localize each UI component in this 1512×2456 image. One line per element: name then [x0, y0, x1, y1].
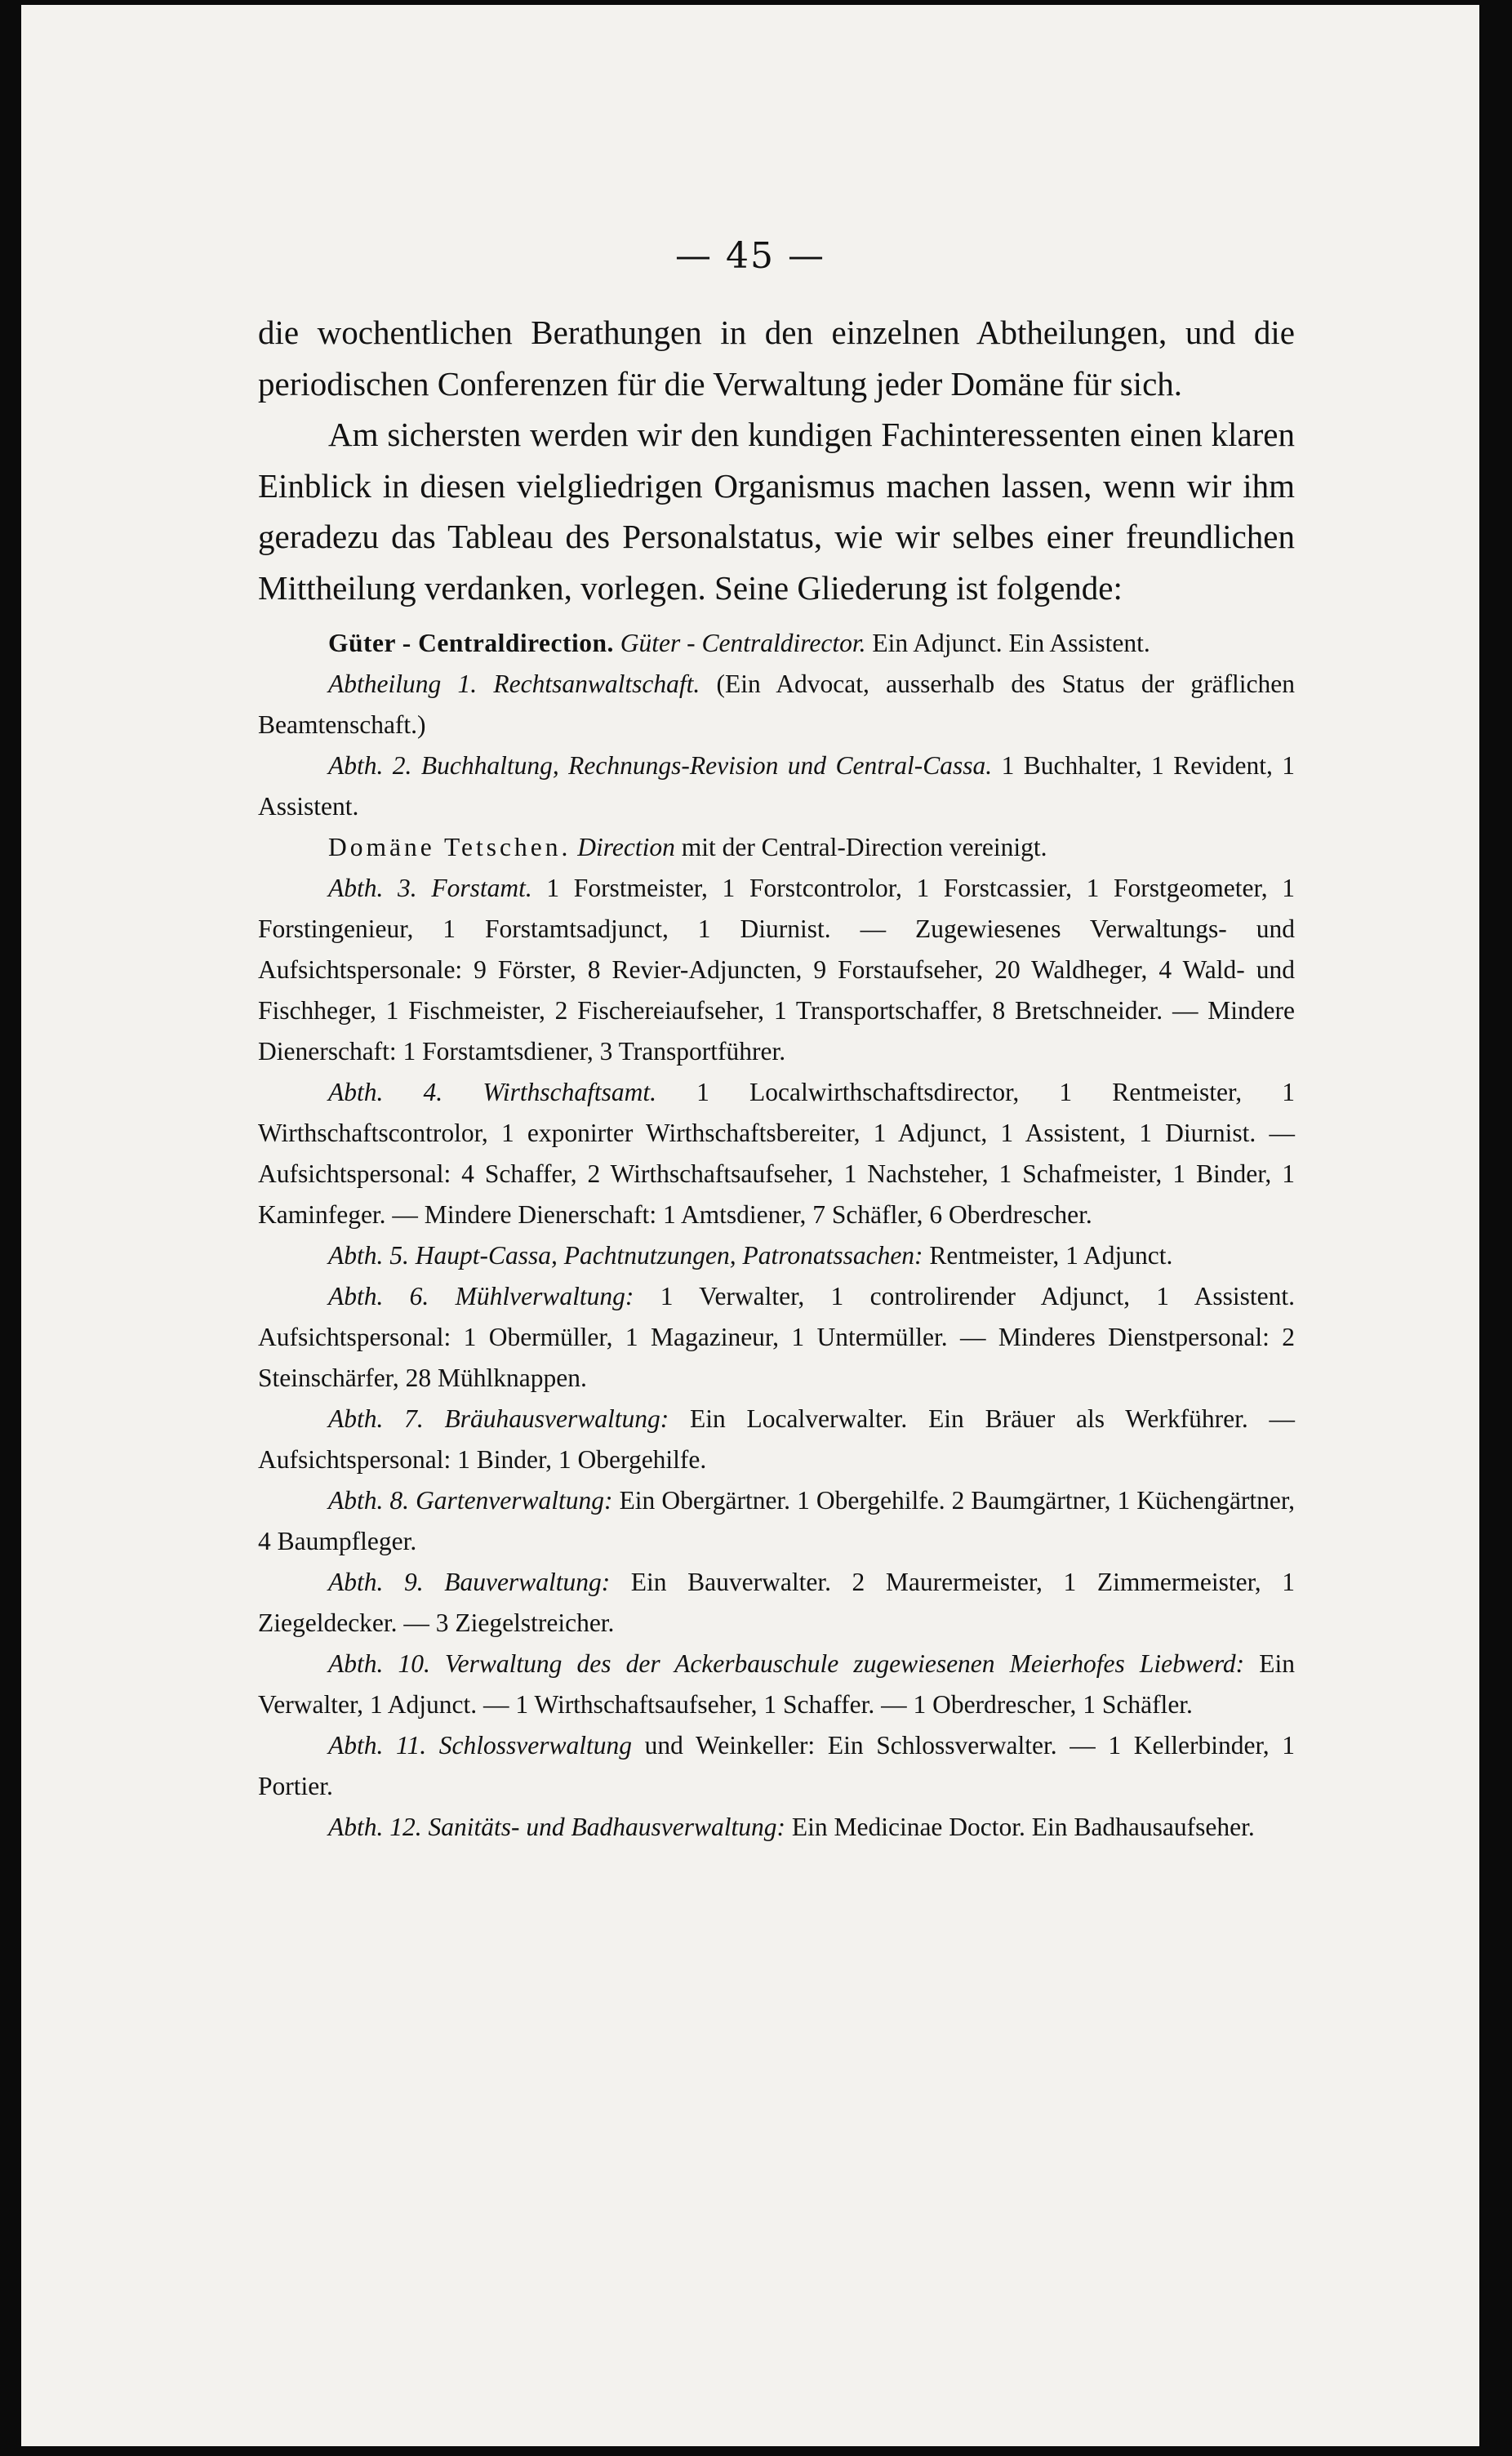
entry-role: Verwaltung des der Ackerbauschule zugewiesenen Meierhofes Liebwerd: — [444, 1649, 1245, 1678]
entry-label: Abtheilung 1. — [328, 670, 478, 698]
entry-label: Abth. 4. — [328, 1078, 443, 1106]
entry-abth-1 — [258, 664, 1295, 745]
entry-label: Abth. 7. — [328, 1404, 424, 1433]
entry-text: und Weinkeller: Ein Schlossverwalter. — 1 Kellerbinder, 1 Portier. — [258, 1731, 1296, 1800]
entry-abth-10 — [258, 1644, 1295, 1725]
entry-role: Direction — [577, 833, 675, 861]
entry-role: Schlossverwaltung — [438, 1731, 632, 1760]
entry-label: Abth. 8. — [328, 1486, 410, 1515]
entry-abth-3 — [258, 868, 1295, 1072]
entry-abth-11 — [258, 1725, 1295, 1807]
entry-text: Ein Bauverwalter. 2 Maurermeister, 1 Zimmermeister, 1 Ziegeldecker. — 3 Ziegelstreicher. — [258, 1568, 1296, 1637]
entry-text: Ein Localverwalter. Ein Bräuer als Werkführer. — Aufsichtspersonal: 1 Binder, 1 Obergehilfe. — [258, 1404, 1295, 1474]
entry-role: Bauverwaltung: — [444, 1568, 611, 1596]
entry-abth-8 — [258, 1480, 1295, 1562]
entry-label: Abth. 9. — [328, 1568, 424, 1596]
entry-text: 1 Localwirthschaftsdirector, 1 Rentmeister, 1 Wirthschaftscontrolor, 1 exponirter Wirthschaftsbereiter, 1 Adjunct, 1 Assistent, 1 Diurnist. — Aufsichtspersonal: 4 Schaffer, 2 Wirthschaftsaufseher, 1 Nachsteher, 1 Schafmeister, 1 Binder, 1 Kaminfeger. — Mindere Dienerschaft: 1 Amtsdiener, 7 Schäfler, 6 Oberdrescher. — [258, 1078, 1296, 1229]
entry-label: Domäne Tetschen. — [328, 833, 571, 861]
entry-abth-7 — [258, 1399, 1295, 1480]
entry-role: Mühlverwaltung: — [455, 1282, 634, 1310]
entry-label: Abth. 2. — [328, 751, 412, 780]
entry-abth-4 — [258, 1072, 1295, 1235]
entry-abth-5 — [258, 1235, 1295, 1276]
entry-role: Wirthschaftsamt. — [483, 1078, 656, 1106]
entry-abth-6 — [258, 1276, 1295, 1399]
entry-label: Abth. 6. — [328, 1282, 429, 1310]
entry-abth-2 — [258, 745, 1295, 827]
entry-domain-tetschen — [258, 827, 1295, 868]
entry-role: Haupt-Cassa, Pachtnutzungen, Patronatssachen: — [415, 1241, 923, 1270]
entry-role: Gartenverwaltung: — [416, 1486, 613, 1515]
entry-label: Abth. 5. — [328, 1241, 409, 1270]
entry-role: Forstamt. — [431, 874, 532, 902]
entry-text: Ein Obergärtner. 1 Obergehilfe. 2 Baumgärtner, 1 Küchengärtner, 4 Baumpfleger. — [258, 1486, 1296, 1555]
book-page — [21, 5, 1479, 2446]
entry-text: Rentmeister, 1 Adjunct. — [929, 1241, 1173, 1270]
entry-abth-9 — [258, 1562, 1295, 1644]
entry-text: Ein Medicinae Doctor. Ein Badhausaufseher. — [791, 1813, 1255, 1841]
body-text — [258, 307, 1295, 1848]
entry-text: Ein Verwalter, 1 Adjunct. — 1 Wirthschaftsaufseher, 1 Schaffer. — 1 Oberdrescher, 1 Schäfler. — [258, 1649, 1296, 1719]
entry-role: Güter - Centraldirector. — [620, 629, 866, 657]
paragraph-1: die wochentlichen Berathungen in den einzelnen Abtheilungen, und die periodischen Conferenzen für die Verwaltung jeder Domäne für sich. — [258, 314, 1295, 403]
entry-label: Abth. 11. — [328, 1731, 427, 1760]
entry-role: Buchhaltung, Rechnungs-Revision und Central-Cassa. — [420, 751, 993, 780]
entry-text: (Ein Advocat, ausserhalb des Status der gräflichen Beamtenschaft.) — [258, 670, 1296, 739]
entry-text: Ein Adjunct. Ein Assistent. — [872, 629, 1150, 657]
personnel-status-list — [258, 623, 1295, 1848]
entry-label: Güter - Centraldirection. — [328, 629, 614, 657]
entry-role: Rechtsanwaltschaft. — [493, 670, 700, 698]
entry-label: Abth. 12. — [328, 1813, 422, 1841]
entry-text: 1 Buchhalter, 1 Revident, 1 Assistent. — [258, 751, 1296, 821]
entry-central-direction — [258, 623, 1295, 664]
entry-label: Abth. 3. — [328, 874, 417, 902]
entry-role: Bräuhausverwaltung: — [444, 1404, 669, 1433]
entry-text: 1 Verwalter, 1 controlirender Adjunct, 1 Assistent. Aufsichtspersonal: 1 Obermüller, 1 Magazineur, 1 Untermüller. — Minderes Dienstpersonal: 2 Steinschärfer, 28 Mühlknappen. — [258, 1282, 1296, 1392]
entry-abth-12 — [258, 1807, 1295, 1848]
page-number: — 45 — — [675, 235, 825, 277]
entry-role: Sanitäts- und Badhausverwaltung: — [428, 1813, 785, 1841]
entry-text: mit der Central-Direction vereinigt. — [681, 833, 1047, 861]
paragraph-2: Am sichersten werden wir den kundigen Fachinteressenten einen klaren Einblick in diesen vielgliedrigen Organismus machen lassen, wenn wir ihm geradezu das Tableau des Personalstatus, wie wir selbes einer freundlichen Mittheilung verdanken, vorlegen. Seine Gliederung ist folgende: — [258, 416, 1295, 607]
entry-text: 1 Forstmeister, 1 Forstcontrolor, 1 Forstcassier, 1 Forstgeometer, 1 Forstingenieur, 1 Forstamtsadjunct, 1 Diurnist. — Zugewiesenes Verwaltungs- und Aufsichtspersonale: 9 Förster, 8 Revier-Adjuncten, 9 Forstaufseher, 20 Waldheger, 4 Wald- und Fischheger, 1 Fischmeister, 2 Fischereiaufseher, 1 Transportschaffer, 8 Bretschneider. — Mindere Dienerschaft: 1 Forstamtsdiener, 3 Transportführer. — [258, 874, 1296, 1066]
entry-label: Abth. 10. — [328, 1649, 430, 1678]
